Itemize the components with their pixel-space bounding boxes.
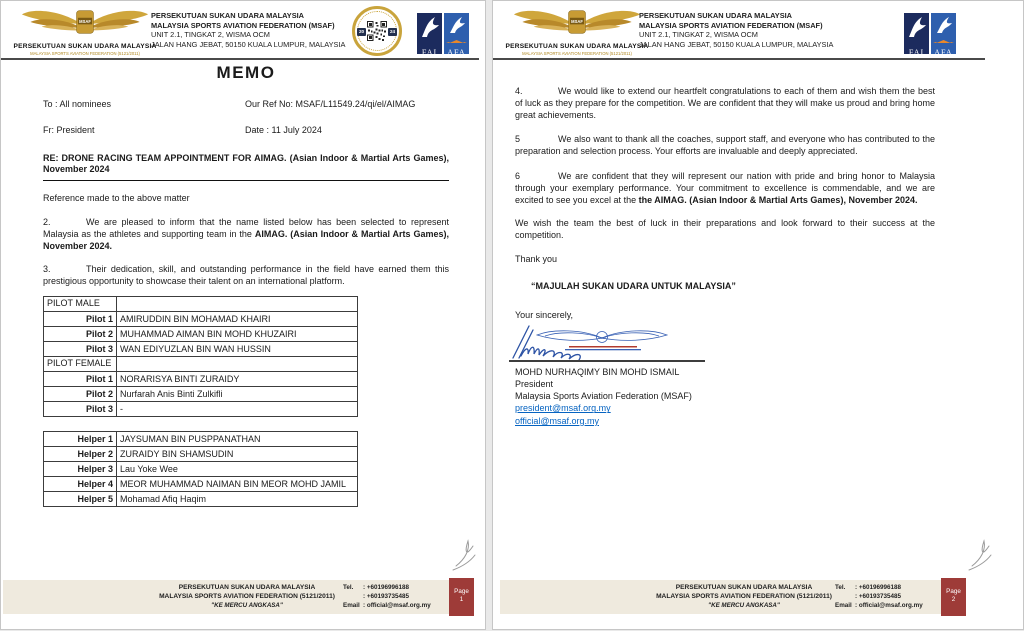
footer-contact-block: [835, 583, 937, 610]
svg-text:msaf: msaf: [597, 336, 607, 341]
msaf-logo: [502, 6, 652, 56]
meta-our-ref: Our Ref No: MSAF/L11549.24/qi/el/AIMAG: [245, 99, 416, 109]
table-row: [44, 386, 358, 401]
footer-tel-label: Tel.: [835, 584, 846, 591]
page-word: Page: [454, 588, 469, 595]
footer-org-line1: PERSEKUTUAN SUKAN UDARA MALAYSIA: [178, 584, 316, 591]
table-row: [44, 431, 358, 446]
fai-bird-icon: [904, 13, 929, 43]
pilot-category-female: PILOT FEMALE: [44, 356, 117, 371]
thank-you-line: Thank you: [515, 253, 558, 264]
paragraph-2-bold: AIMAG. (Asian Indoor & Martial Arts Games), November 2024.: [43, 228, 449, 251]
signatory-title: President: [515, 379, 554, 390]
table-row: [44, 371, 358, 386]
footer-tel-1: : +60196996188: [363, 584, 410, 591]
signatory-org: Malaysia Sports Aviation Federation (MSAF): [515, 391, 692, 402]
helper-label-cell: Helper 5: [44, 491, 117, 506]
memo-title: MEMO: [216, 63, 276, 82]
footer-motto: "KE MERCU ANGKASA": [708, 602, 780, 609]
signatory-name: MOHD NURHAQIMY BIN MOHD ISMAIL: [515, 367, 680, 378]
meta-date: Date : 11 July 2024: [245, 124, 322, 135]
initials-scribble-icon: [451, 536, 477, 572]
closing-line: Your sincerely,: [515, 309, 574, 320]
pilot-label-cell: Pilot 2: [44, 326, 117, 341]
org-address-block: [151, 11, 361, 49]
msaf-shield-text: MSAF: [571, 18, 583, 24]
org-address-block: [639, 11, 849, 49]
fai-logo: [904, 13, 929, 57]
memo-meta: [43, 99, 449, 137]
memo-subject: RE: DRONE RACING TEAM APPOINTMENT FOR AIMAG. (Asian Indoor & Martial Arts Games), November 2024: [43, 153, 449, 182]
msaf-wings-icon: [15, 6, 155, 38]
footer-org-line2: MALAYSIA SPORTS AVIATION FEDERATION (5121/2011): [656, 593, 832, 600]
pilot-category-male: PILOT MALE: [44, 296, 117, 311]
org-name-line: PERSEKUTUAN SUKAN UDARA MALAYSIA: [639, 11, 793, 20]
footer-org-line2: MALAYSIA SPORTS AVIATION FEDERATION (5121/2011): [159, 593, 335, 600]
reference-line: Reference made to the above matter: [43, 193, 190, 204]
pilot-label-cell: Pilot 1: [44, 371, 117, 386]
paragraph-5: [515, 134, 935, 158]
org-name-line: PERSEKUTUAN SUKAN UDARA MALAYSIA: [151, 11, 305, 20]
logo-subcaption: MALAYSIA SPORTS AVIATION FEDERATION (5121/2011): [30, 50, 140, 56]
afa-label: AFA: [934, 48, 953, 57]
initials-scribble-icon: [967, 536, 993, 572]
pilot-name-cell: WAN EDIYUZLAN BIN WAN HUSSIN: [117, 341, 358, 356]
footer-email-value: : official@msaf.org.my: [363, 602, 431, 609]
org-name-en-line: MALAYSIA SPORTS AVIATION FEDERATION (MSAF): [151, 20, 335, 30]
pilot-name-cell: MUHAMMAD AIMAN BIN MOHD KHUZAIRI: [117, 326, 358, 341]
pilot-label-cell: Pilot 2: [44, 386, 117, 401]
logo-subcaption: MALAYSIA SPORTS AVIATION FEDERATION (5121/2011): [522, 50, 632, 56]
afa-logo: [444, 13, 469, 57]
helper-label-cell: Helper 2: [44, 446, 117, 461]
paragraph-3-number: 3.: [43, 264, 51, 275]
paragraph-4-text: We would like to extend our heartfelt congratulations to each of them and wish them the best of luck as they prepare for the competition. We are confident that they will make us proud and bring home great achievements.: [515, 86, 935, 120]
page1-header: [1, 1, 485, 58]
pilot-name-cell: NORARISYA BINTI ZURAIDY: [117, 371, 358, 386]
header-divider: [1, 58, 479, 60]
table-row: [44, 356, 358, 371]
signature-underline: [509, 360, 705, 362]
header-divider: [493, 58, 985, 60]
helper-name-cell: Lau Yoke Wee: [117, 461, 358, 476]
footer-org-line1: PERSEKUTUAN SUKAN UDARA MALAYSIA: [675, 584, 813, 591]
fai-bird-icon: [417, 13, 442, 43]
initials-signature: [967, 536, 993, 577]
pilot-label-cell: Pilot 1: [44, 311, 117, 326]
pilot-label-cell: Pilot 3: [44, 401, 117, 416]
helper-name-cell: Mohamad Afiq Haqim: [117, 491, 358, 506]
msaf-shield-text: MSAF: [79, 18, 91, 24]
pilot-name-cell: [117, 356, 358, 371]
page-number: 2: [951, 596, 956, 603]
helper-label-cell: Helper 4: [44, 476, 117, 491]
org-street-line: JALAN HANG JEBAT, 50150 KUALA LUMPUR, MALAYSIA: [151, 39, 346, 49]
meta-from: Fr: President: [43, 124, 95, 135]
paragraph-6-text: We are confident that they will represent our nation with pride and bring honor to Malaysia through your exemplary performance. Your commitment to excellence is commendable, and we are excited to see you excel at the: [515, 170, 935, 205]
helper-table: [43, 431, 358, 507]
page-number-badge: [449, 578, 474, 616]
paragraph-4: [515, 86, 935, 121]
org-name-en-line: MALAYSIA SPORTS AVIATION FEDERATION (MSAF): [639, 20, 823, 30]
paragraph-2: [43, 217, 449, 252]
org-unit-line: UNIT 2.1, TINGKAT 2, WISMA OCM: [639, 30, 758, 40]
paragraph-5-text: We also want to thank all the coaches, support staff, and everyone who has contributed to the preparation and selection process. Your efforts are invaluable and deeply appreciated.: [515, 134, 935, 157]
page-word: Page: [946, 588, 961, 595]
pilot-name-cell: AMIRUDDIN BIN MOHAMAD KHAIRI: [117, 311, 358, 326]
paragraph-2-number: 2.: [43, 216, 51, 227]
page2-body: [515, 61, 935, 427]
page1-footer: [3, 580, 474, 616]
table-row: [44, 341, 358, 356]
helper-name-cell: JAYSUMAN BIN PUSPPANATHAN: [117, 431, 358, 446]
badge-year-right: 24: [389, 29, 396, 34]
fai-label: FAI: [421, 48, 438, 57]
org-street-line: JALAN HANG JEBAT, 50150 KUALA LUMPUR, MALAYSIA: [639, 39, 834, 49]
footer-tel-2: : +60193735485: [855, 593, 902, 600]
afa-bird-icon: [444, 13, 469, 43]
pilot-name-cell: -: [117, 401, 358, 416]
helper-name-cell: MEOR MUHAMMAD NAIMAN BIN MEOR MOHD JAMIL: [117, 476, 358, 491]
table-row: [44, 491, 358, 506]
logo-caption: PERSEKUTUAN SUKAN UDARA MALAYSIA: [13, 43, 157, 50]
paragraph-2-text: We are pleased to inform that the name listed below has been selected to represent Malaysia as the athletes and supporting team in the: [43, 216, 449, 239]
page1-body: [43, 61, 449, 507]
page2-header: [493, 1, 1023, 58]
pilot-table: [43, 296, 358, 417]
footer-bar: [500, 580, 941, 614]
page2-footer: [500, 580, 966, 616]
initials-signature: [451, 536, 477, 577]
fai-label: FAI: [908, 48, 925, 57]
badge-year-left: 20: [358, 29, 365, 34]
helper-label-cell: Helper 3: [44, 461, 117, 476]
table-row: [44, 401, 358, 416]
footer-tel-1: : +60196996188: [855, 584, 902, 591]
footer-bar: [3, 580, 449, 614]
paragraph-5-number: 5: [515, 134, 521, 145]
table-row: [44, 476, 358, 491]
footer-contact-block: [343, 583, 445, 610]
pilot-name-cell: Nurfarah Anis Binti Zulkifli: [117, 386, 358, 401]
msaf-logo: [10, 6, 160, 56]
meta-to: To : All nominees: [43, 99, 112, 109]
table-row: [44, 296, 358, 311]
president-signature-icon: [507, 322, 707, 364]
table-row: [44, 311, 358, 326]
footer-email-label: Email: [835, 602, 852, 609]
footer-tel-label: Tel.: [343, 584, 354, 591]
paragraph-3: [43, 264, 449, 288]
memo-page-1: [0, 0, 486, 630]
paragraph-3-text: Their dedication, skill, and outstanding performance in the field have earned them this prestigious opportunity to showcase their talent on an international platform.: [43, 264, 449, 287]
afa-logo: [931, 13, 956, 57]
pilot-name-cell: [117, 296, 358, 311]
footer-tel-2: : +60193735485: [363, 593, 410, 600]
table-row: [44, 461, 358, 476]
table-row: [44, 326, 358, 341]
afa-bird-icon: [931, 13, 956, 43]
paragraph-6-number: 6: [515, 170, 521, 181]
memo-page-2: [492, 0, 1024, 630]
helper-name-cell: ZURAIDY BIN SHAMSUDIN: [117, 446, 358, 461]
footer-email-label: Email: [343, 602, 360, 609]
president-email-link[interactable]: president@msaf.org.my: [515, 403, 611, 414]
footer-motto: "KE MERCU ANGKASA": [211, 602, 283, 609]
page-number-badge: [941, 578, 966, 616]
wish-paragraph: We wish the team the best of luck in their preparations and look forward to their success at the competition.: [515, 218, 935, 241]
paragraph-6-bold: the AIMAG. (Asian Indoor & Martial Arts Games), November 2024.: [638, 194, 918, 205]
org-unit-line: UNIT 2.1, TINGKAT 2, WISMA OCM: [151, 30, 270, 40]
official-email-link[interactable]: official@msaf.org.my: [515, 415, 599, 426]
signatory-block: [515, 366, 935, 427]
table-row: [44, 446, 358, 461]
helper-label-cell: Helper 1: [44, 431, 117, 446]
signature-block: [515, 322, 935, 366]
qr-code-icon: [367, 21, 387, 41]
fai-logo: [417, 13, 442, 57]
paragraph-4-number: 4.: [515, 86, 523, 96]
paragraph-6: [515, 171, 935, 206]
event-qr-badge: [352, 6, 402, 56]
page-number: 1: [459, 596, 464, 603]
pilot-label-cell: Pilot 3: [44, 341, 117, 356]
afa-label: AFA: [447, 48, 466, 57]
footer-email-value: : official@msaf.org.my: [855, 602, 923, 609]
slogan-line: “MAJULAH SUKAN UDARA UNTUK MALAYSIA”: [531, 280, 736, 291]
msaf-wings-icon: [507, 6, 647, 38]
logo-caption: PERSEKUTUAN SUKAN UDARA MALAYSIA: [505, 43, 649, 50]
